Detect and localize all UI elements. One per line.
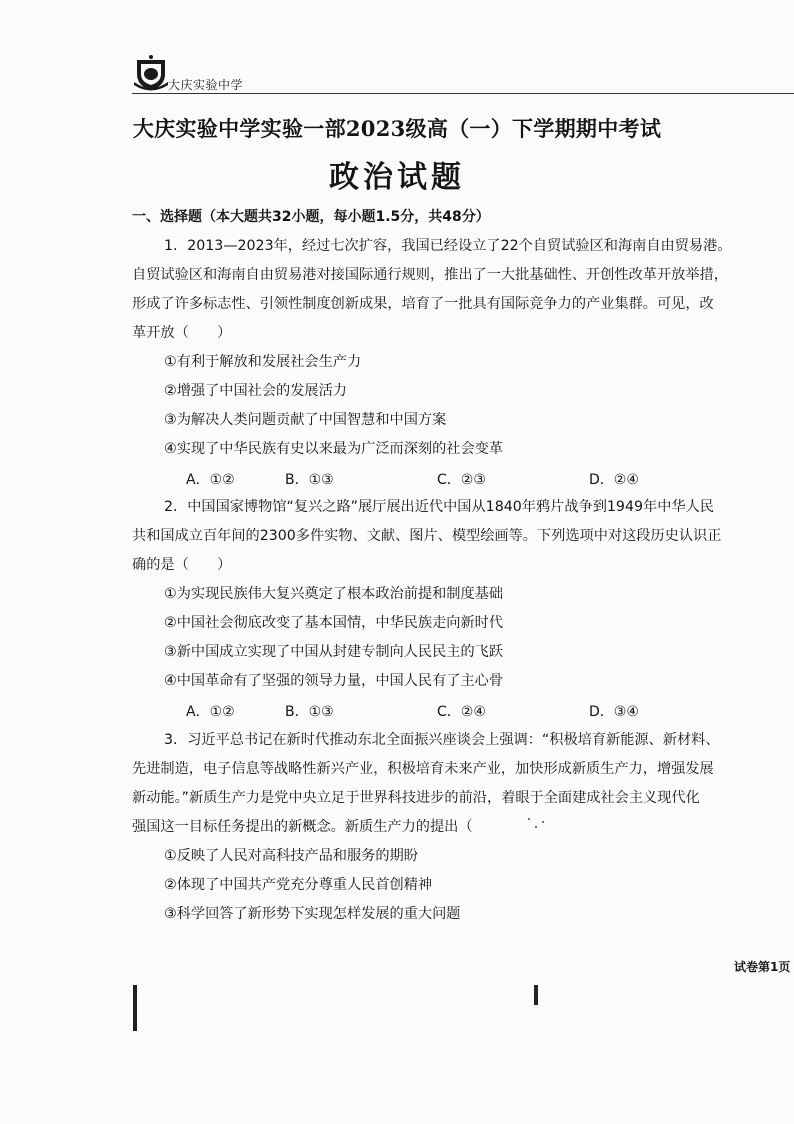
question-2-stem-line: 2．中国国家博物馆“复兴之路”展厅展出近代中国从1840年鸦片战争到1949年中华人民	[164, 499, 714, 515]
question-3-stem-line: 先进制造，电子信息等战略性新兴产业，积极培育未来产业，加快形成新质生产力，增强发展	[132, 761, 714, 777]
question-1-stem-line: 1．2013—2023年，经过七次扩容，我国已经设立了22个自贸试验区和海南自由贸易港。	[164, 238, 732, 254]
scan-binding-mark-center	[534, 985, 538, 1005]
question-2-option: ③新中国成立实现了中国从封建专制向人民民主的飞跃	[164, 644, 504, 660]
question-1-option: ③为解决人类问题贡献了中国智慧和中国方案	[164, 412, 447, 428]
question-1-option: ①有利于解放和发展社会生产力	[164, 354, 362, 370]
question-2-stem-line: 共和国成立百年间的2300多件实物、文献、图片、模型绘画等。下列选项中对这段历史认识正	[132, 528, 722, 544]
scan-speck	[535, 826, 537, 828]
question-1-stem-line: 形成了许多标志性、引领性制度创新成果，培育了一批具有国际竞争力的产业集群。可见，改	[132, 296, 714, 312]
question-1-option: ②增强了中国社会的发展活力	[164, 383, 347, 399]
question-2-answer-d: D．③④	[589, 704, 639, 720]
header-divider	[132, 93, 794, 94]
question-2-option: ①为实现民族伟大复兴奠定了根本政治前提和制度基础	[164, 586, 504, 602]
question-3-option: ①反映了人民对高科技产品和服务的期盼	[164, 848, 418, 864]
question-1-answer-b: B．①③	[285, 472, 334, 488]
question-3-option: ②体现了中国共产党充分尊重人民首创精神	[164, 877, 433, 893]
question-1-answer-c: C．②③	[437, 472, 486, 488]
question-2-answer-c: C．②④	[437, 704, 486, 720]
question-3-stem-line: 强国这一目标任务提出的新概念。新质生产力的提出（	[132, 819, 473, 835]
question-2-option: ④中国革命有了坚强的领导力量，中国人民有了主心骨	[164, 673, 504, 689]
question-3-stem-line: 新动能。”新质生产力是党中央立足于世界科技进步的前沿，着眼于全面建成社会主义现代化	[132, 790, 700, 806]
school-logo-icon	[132, 54, 170, 92]
scan-speck	[528, 818, 530, 820]
section-heading: 一、选择题（本大题共32小题，每小题1.5分，共48分）	[132, 209, 490, 225]
question-2-answer-b: B．①③	[285, 704, 334, 720]
question-1-stem-line: 自贸试验区和海南自由贸易港对接国际通行规则，推出了一大批基础性、开创性改革开放举措，	[132, 267, 728, 283]
question-2-answer-a: A．①②	[186, 704, 235, 720]
question-1-answer-a: A．①②	[186, 472, 235, 488]
question-3-option: ③科学回答了新形势下实现怎样发展的重大问题	[164, 906, 461, 922]
question-1-answer-d: D．②④	[589, 472, 639, 488]
question-1-option: ④实现了中华民族有史以来最为广泛而深刻的社会变革	[164, 441, 504, 457]
subject-title: 政治试题	[329, 160, 465, 195]
page-number-label: 试卷第1页	[734, 960, 791, 974]
scan-speck	[542, 821, 544, 823]
page-header	[132, 52, 794, 96]
question-1-stem-line: 革开放（ ）	[132, 325, 232, 341]
question-3-stem-line: 3．习近平总书记在新时代推动东北全面振兴座谈会上强调：“积极培育新能源、新材料、	[164, 732, 720, 748]
school-name: 大庆实验中学	[168, 78, 244, 92]
question-2-stem-line: 确的是（ ）	[132, 557, 232, 573]
exam-title: 大庆实验中学实验一部2023级高（一）下学期期中考试	[132, 116, 662, 141]
scan-binding-mark-left	[133, 985, 137, 1031]
question-2-option: ②中国社会彻底改变了基本国情，中华民族走向新时代	[164, 615, 504, 631]
